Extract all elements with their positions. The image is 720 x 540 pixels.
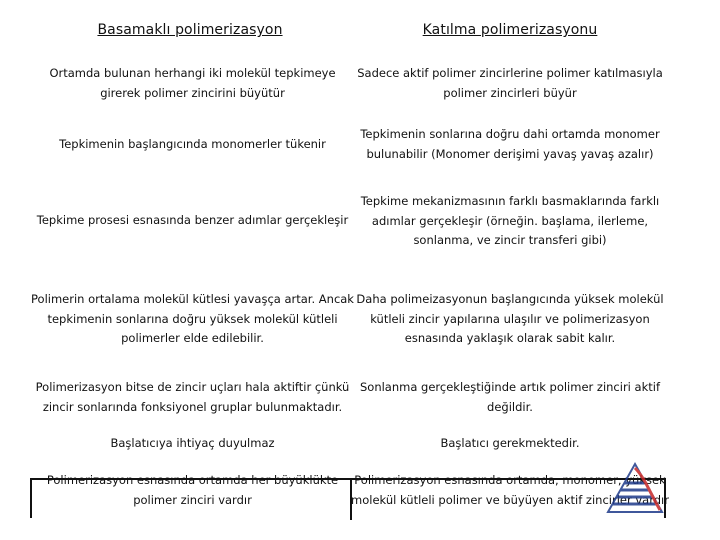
row-2-right: Tepkimenin sonlarına doğru dahi ortamda monomer bulunabilir (Monomer derişimi yavaş yavaş azalır) <box>360 127 660 161</box>
header-chain-growth: Katılma polimerizasyonu <box>422 22 598 38</box>
row-7-left: Polimerizasyon esnasında ortamda her büyüklükte polimer zinciri vardır <box>46 473 339 507</box>
header-step-growth: Basamaklı polimerizasyon <box>97 22 283 38</box>
row-4-left: Polimerin ortalama molekül kütlesi yavaşça artar. Ancak tepkimenin sonlarına doğru yüksek molekül kütleli polimerler elde edilebilir. <box>31 292 354 345</box>
footer-frame <box>30 478 666 518</box>
row-5-left: Polimerizasyon bitse de zincir uçları hala aktiftir çünkü zincir sonlarında fonksiyonel gruplar bulunmaktadır. <box>35 380 350 414</box>
row-6-left: Başlatıcıya ihtiyaç duyulmaz <box>110 436 275 450</box>
row-3-right: Tepkime mekanizmasının farklı basmaklarında farklı adımlar gerçekleşir (örneğin. başlama, ilerleme, sonlanma, ve zincir transferi gibi) <box>360 194 660 247</box>
row-7-right: Polimerizasyon esnasında ortamda, monomer, yüksek molekül kütleli polimer ve büyüyen aktif zincirler vardır <box>351 473 669 507</box>
row-5-right: Sonlanma gerçekleştiğinde artık polimer zinciri aktif değildir. <box>359 380 660 414</box>
row-6-right: Başlatıcı gerekmektedir. <box>440 436 580 450</box>
row-2-left: Tepkimenin başlangıcında monomerler tükenir <box>59 137 326 151</box>
row-4-right: Daha polimeizasyonun başlangıcında yüksek molekül kütleli zincir yapılarına ulaşılır ve polimerizasyon esnasında yaklaşık olarak sabit kalır. <box>356 292 664 345</box>
row-1-left: Ortamda bulunan herhangi iki molekül tepkimeye girerek polimer zincirini büyütür <box>49 66 336 100</box>
footer-divider <box>350 480 352 520</box>
row-3-left: Tepkime prosesi esnasında benzer adımlar gerçekleşir <box>36 213 349 227</box>
university-logo-icon <box>600 458 670 518</box>
row-1-right: Sadece aktif polimer zincirlerine polimer katılmasıyla polimer zincirleri büyür <box>357 66 663 100</box>
